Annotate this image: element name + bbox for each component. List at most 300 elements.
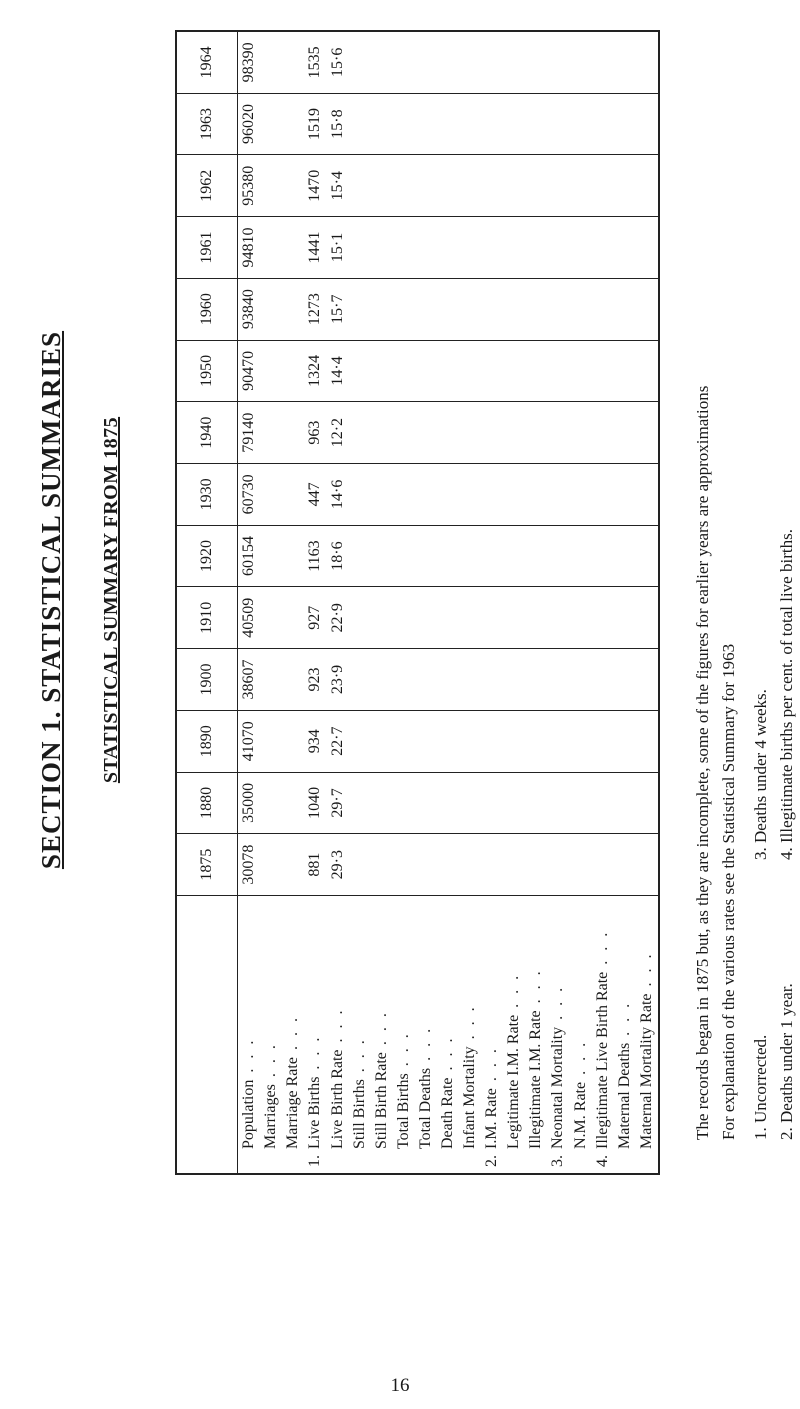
row-label-cell xyxy=(238,896,261,1174)
year-header: 1900 xyxy=(177,649,238,711)
table-cell xyxy=(570,32,592,93)
table-cell xyxy=(282,155,304,217)
table-cell: 1535 xyxy=(304,32,326,93)
table-cell xyxy=(570,834,592,896)
row-label: Live Birth Rate xyxy=(328,1049,346,1149)
table-cell xyxy=(547,710,569,772)
year-header-row xyxy=(177,32,238,1173)
table-cell xyxy=(614,278,636,340)
table-cell xyxy=(282,340,304,402)
footer-line-2: For explanation of the various rates see the Statistical Summary for 1963 xyxy=(719,643,738,1140)
table-cell xyxy=(636,93,658,155)
table-cell xyxy=(415,32,437,93)
table-cell xyxy=(282,463,304,525)
table-cell xyxy=(636,710,658,772)
table-cell xyxy=(437,710,459,772)
table-cell: 927 xyxy=(304,587,326,649)
table-cell xyxy=(525,710,547,772)
leader-dots: . . . xyxy=(350,1037,368,1080)
table-cell xyxy=(437,402,459,464)
table-cell xyxy=(282,217,304,279)
table-cell xyxy=(437,587,459,649)
footnote: 4. Illegitimate births per cent. of total live births. xyxy=(777,529,796,860)
table-row xyxy=(326,32,348,1173)
table-cell xyxy=(437,649,459,711)
table-cell xyxy=(437,463,459,525)
table-cell xyxy=(547,340,569,402)
table-cell xyxy=(260,649,282,711)
table-cell xyxy=(525,93,547,155)
leader-dots: . . . xyxy=(549,984,567,1027)
table-cell xyxy=(570,340,592,402)
table-cell xyxy=(371,402,393,464)
table-cell xyxy=(481,278,503,340)
year-header: 1880 xyxy=(177,772,238,834)
leader-dots: . . . xyxy=(527,968,545,1011)
table-cell xyxy=(503,525,525,587)
table-cell: 94810 xyxy=(238,217,261,279)
table-cell xyxy=(481,402,503,464)
section-title: SECTION 1. STATISTICAL SUMMARIES xyxy=(36,330,66,870)
row-label-cell xyxy=(282,896,304,1174)
table-cell xyxy=(547,93,569,155)
table-cell xyxy=(393,93,415,155)
table-cell xyxy=(459,278,481,340)
table-cell xyxy=(282,93,304,155)
statistical-summary-table xyxy=(175,30,660,1175)
table-cell xyxy=(282,772,304,834)
table-cell xyxy=(415,155,437,217)
row-label: Neonatal Mortality xyxy=(549,1026,567,1149)
table-cell xyxy=(636,834,658,896)
table-row xyxy=(614,32,636,1173)
table-cell xyxy=(481,710,503,772)
table-cell xyxy=(393,32,415,93)
table-row xyxy=(459,32,481,1173)
table-cell xyxy=(481,340,503,402)
row-label-cell xyxy=(437,896,459,1174)
table-cell xyxy=(282,710,304,772)
table-cell xyxy=(349,834,371,896)
row-label-cell xyxy=(304,896,326,1174)
table-cell xyxy=(547,463,569,525)
table-cell: 923 xyxy=(304,649,326,711)
table-cell: 60154 xyxy=(238,525,261,587)
leader-dots: . . . xyxy=(262,1042,280,1085)
table-cell xyxy=(614,155,636,217)
table-cell xyxy=(503,93,525,155)
leader-dots: . . . xyxy=(284,1015,302,1058)
year-header: 1964 xyxy=(177,32,238,93)
table-cell xyxy=(592,32,614,93)
table-cell xyxy=(415,402,437,464)
table-cell: 18·6 xyxy=(326,525,348,587)
table-cell xyxy=(349,340,371,402)
table-cell xyxy=(260,278,282,340)
year-header: 1930 xyxy=(177,463,238,525)
table-cell xyxy=(592,340,614,402)
table-cell: 41070 xyxy=(238,710,261,772)
table-cell xyxy=(481,93,503,155)
row-label: Maternal Mortality Rate xyxy=(637,993,655,1149)
table-cell xyxy=(614,834,636,896)
table-cell: 93840 xyxy=(238,278,261,340)
table-cell xyxy=(371,834,393,896)
table-cell xyxy=(260,834,282,896)
table-row xyxy=(304,32,326,1173)
year-header: 1963 xyxy=(177,93,238,155)
table-cell xyxy=(525,340,547,402)
table-cell xyxy=(349,155,371,217)
table-cell xyxy=(459,32,481,93)
table-cell xyxy=(415,340,437,402)
row-label-cell xyxy=(393,896,415,1174)
table-cell xyxy=(547,772,569,834)
table-cell xyxy=(570,463,592,525)
row-label: I.M. Rate xyxy=(483,1088,501,1149)
table-cell: 29·3 xyxy=(326,834,348,896)
table-cell xyxy=(525,155,547,217)
table-cell xyxy=(282,402,304,464)
table-cell: 12·2 xyxy=(326,402,348,464)
table-cell xyxy=(592,402,614,464)
footer xyxy=(690,386,800,1140)
table-cell xyxy=(260,217,282,279)
table-cell xyxy=(547,525,569,587)
table-cell xyxy=(371,772,393,834)
year-header: 1961 xyxy=(177,217,238,279)
table-cell xyxy=(592,155,614,217)
table-cell xyxy=(503,217,525,279)
row-label: Still Birth Rate xyxy=(372,1052,390,1149)
table-cell xyxy=(614,93,636,155)
footnotes xyxy=(748,386,800,1140)
row-label: Total Births xyxy=(394,1073,412,1149)
table-cell xyxy=(349,463,371,525)
table-cell xyxy=(570,710,592,772)
table-cell xyxy=(282,649,304,711)
table-row xyxy=(437,32,459,1173)
table-cell xyxy=(503,340,525,402)
table-cell xyxy=(282,525,304,587)
table-cell xyxy=(415,834,437,896)
table-cell xyxy=(415,93,437,155)
leader-dots: . . . xyxy=(637,951,655,994)
table-cell xyxy=(636,340,658,402)
table-cell: 79140 xyxy=(238,402,261,464)
table-cell xyxy=(592,93,614,155)
year-header: 1950 xyxy=(177,340,238,402)
row-label-cell xyxy=(459,896,481,1174)
leader-dots: . . . xyxy=(461,1004,479,1047)
footnote: 2. Deaths under 1 year. xyxy=(777,983,796,1140)
table-cell xyxy=(547,217,569,279)
table-cell xyxy=(260,710,282,772)
table-cell xyxy=(437,772,459,834)
table-cell xyxy=(636,402,658,464)
page-number: 16 xyxy=(390,1375,410,1396)
table-cell xyxy=(371,155,393,217)
table-cell xyxy=(547,402,569,464)
table-cell xyxy=(260,32,282,93)
table-cell xyxy=(459,772,481,834)
table-cell xyxy=(415,710,437,772)
table-cell xyxy=(371,217,393,279)
row-label-cell xyxy=(592,896,614,1174)
table-cell xyxy=(371,649,393,711)
table-cell xyxy=(349,710,371,772)
table-cell xyxy=(459,710,481,772)
table-cell xyxy=(371,710,393,772)
table-cell xyxy=(503,710,525,772)
table-cell xyxy=(525,32,547,93)
row-label: Marriage Rate xyxy=(284,1057,302,1149)
table-cell xyxy=(636,217,658,279)
table-cell xyxy=(481,525,503,587)
row-number: 1. xyxy=(306,1155,324,1167)
row-label-cell xyxy=(547,896,569,1174)
table-row xyxy=(636,32,658,1173)
leader-dots: . . . xyxy=(416,1025,434,1068)
table-cell: 1441 xyxy=(304,217,326,279)
leader-dots: . . . xyxy=(240,1037,258,1080)
table-cell xyxy=(282,32,304,93)
table-cell: 29·7 xyxy=(326,772,348,834)
table-row xyxy=(349,32,371,1173)
table-cell xyxy=(393,278,415,340)
table-row xyxy=(371,32,393,1173)
leader-dots: . . . xyxy=(593,929,611,972)
table-cell xyxy=(437,525,459,587)
table-row xyxy=(260,32,282,1173)
table-cell xyxy=(415,217,437,279)
table-cell xyxy=(503,587,525,649)
row-label: Death Rate xyxy=(439,1077,456,1149)
table-cell xyxy=(636,587,658,649)
table-cell xyxy=(614,525,636,587)
table-cell xyxy=(481,463,503,525)
table-cell xyxy=(592,217,614,279)
table-cell: 38607 xyxy=(238,649,261,711)
table-cell xyxy=(614,587,636,649)
table-cell xyxy=(614,649,636,711)
row-label: Population xyxy=(240,1079,258,1149)
corner-cell xyxy=(177,896,238,1174)
table-cell xyxy=(547,278,569,340)
table-cell: 1163 xyxy=(304,525,326,587)
table-cell xyxy=(459,525,481,587)
table-cell xyxy=(525,463,547,525)
table-cell xyxy=(349,587,371,649)
row-label: Illegitimate Live Birth Rate xyxy=(593,971,611,1149)
table-cell xyxy=(503,278,525,340)
table-cell xyxy=(570,649,592,711)
table-cell: 96020 xyxy=(238,93,261,155)
table-cell xyxy=(459,340,481,402)
table-cell xyxy=(393,710,415,772)
table-cell xyxy=(614,32,636,93)
table-cell xyxy=(393,402,415,464)
row-label-cell xyxy=(371,896,393,1174)
table-cell xyxy=(459,402,481,464)
table-cell xyxy=(481,834,503,896)
table-cell xyxy=(459,463,481,525)
table-cell xyxy=(349,402,371,464)
table-cell xyxy=(547,32,569,93)
table-cell xyxy=(503,834,525,896)
table-cell xyxy=(503,402,525,464)
table-cell xyxy=(592,278,614,340)
table-cell: 14·6 xyxy=(326,463,348,525)
table-cell xyxy=(570,772,592,834)
table-cell xyxy=(525,834,547,896)
table-cell xyxy=(349,649,371,711)
table-row xyxy=(282,32,304,1173)
row-label: Still Births xyxy=(350,1079,368,1149)
table-cell xyxy=(592,772,614,834)
row-label-cell xyxy=(636,896,658,1174)
table-cell xyxy=(415,649,437,711)
table-cell xyxy=(349,32,371,93)
table-cell xyxy=(592,525,614,587)
table-cell xyxy=(503,463,525,525)
table-cell xyxy=(260,155,282,217)
table-cell xyxy=(415,772,437,834)
table-row xyxy=(238,32,261,1173)
table-cell: 22·7 xyxy=(326,710,348,772)
table-cell: 15·8 xyxy=(326,93,348,155)
table-cell: 881 xyxy=(304,834,326,896)
year-header: 1910 xyxy=(177,587,238,649)
table-cell xyxy=(614,340,636,402)
year-header: 1940 xyxy=(177,402,238,464)
table-cell: 1273 xyxy=(304,278,326,340)
table-cell xyxy=(349,217,371,279)
table-cell xyxy=(481,32,503,93)
table-cell xyxy=(481,155,503,217)
table-row xyxy=(481,32,503,1173)
table-cell xyxy=(371,463,393,525)
leader-dots: . . . xyxy=(483,1046,501,1089)
table-cell xyxy=(614,217,636,279)
row-number: 3. xyxy=(549,1155,567,1167)
row-label: Legitimate I.M. Rate xyxy=(505,1014,523,1149)
row-label: Illegitimate I.M. Rate xyxy=(527,1010,545,1149)
table-row xyxy=(393,32,415,1173)
table-row xyxy=(503,32,525,1173)
table-cell xyxy=(393,217,415,279)
row-label: Marriages xyxy=(262,1084,280,1149)
table-cell: 22·9 xyxy=(326,587,348,649)
row-number: 2. xyxy=(483,1155,501,1167)
table-row xyxy=(592,32,614,1173)
table-cell xyxy=(503,155,525,217)
table-cell: 30078 xyxy=(238,834,261,896)
table-cell: 1470 xyxy=(304,155,326,217)
row-label-cell xyxy=(326,896,348,1174)
table-cell: 90470 xyxy=(238,340,261,402)
year-header: 1962 xyxy=(177,155,238,217)
table-cell xyxy=(525,402,547,464)
table-cell: 934 xyxy=(304,710,326,772)
table-cell xyxy=(393,587,415,649)
leader-dots: . . . xyxy=(372,1010,390,1053)
table-cell xyxy=(636,278,658,340)
row-label-cell xyxy=(481,896,503,1174)
table-cell xyxy=(282,278,304,340)
leader-dots: . . . xyxy=(439,1035,456,1078)
table-cell: 1040 xyxy=(304,772,326,834)
table-cell xyxy=(282,587,304,649)
table-row xyxy=(415,32,437,1173)
row-label: Live Births xyxy=(306,1076,324,1149)
table-cell xyxy=(547,587,569,649)
table-cell xyxy=(437,217,459,279)
table-cell xyxy=(415,463,437,525)
table-cell xyxy=(459,155,481,217)
table-cell: 15·4 xyxy=(326,155,348,217)
table-cell: 15·1 xyxy=(326,217,348,279)
table-cell: 40509 xyxy=(238,587,261,649)
row-label-cell xyxy=(503,896,525,1174)
row-label: Infant Mortality xyxy=(461,1046,479,1149)
year-header: 1890 xyxy=(177,710,238,772)
table-cell xyxy=(393,463,415,525)
table-cell xyxy=(393,834,415,896)
table-cell: 23·9 xyxy=(326,649,348,711)
table-cell xyxy=(503,772,525,834)
table-cell xyxy=(614,772,636,834)
table-cell xyxy=(437,834,459,896)
table-cell xyxy=(570,278,592,340)
table-cell xyxy=(437,278,459,340)
table-cell xyxy=(459,217,481,279)
year-header: 1960 xyxy=(177,278,238,340)
table-cell xyxy=(371,278,393,340)
table-cell xyxy=(481,587,503,649)
table-cell xyxy=(349,525,371,587)
table-cell xyxy=(614,710,636,772)
table-cell xyxy=(570,217,592,279)
table-cell: 14·4 xyxy=(326,340,348,402)
table-cell xyxy=(437,93,459,155)
table-cell xyxy=(481,217,503,279)
table-cell xyxy=(371,340,393,402)
table-cell xyxy=(503,32,525,93)
table-cell xyxy=(570,155,592,217)
row-label-cell xyxy=(415,896,437,1174)
table-cell xyxy=(393,772,415,834)
table-cell xyxy=(459,649,481,711)
table-cell xyxy=(570,587,592,649)
table-cell xyxy=(636,772,658,834)
table-cell xyxy=(525,525,547,587)
table-cell xyxy=(525,649,547,711)
table-cell xyxy=(592,834,614,896)
row-label: Maternal Deaths xyxy=(615,1042,633,1149)
table-cell xyxy=(503,649,525,711)
rotated-page xyxy=(0,20,800,1180)
leader-dots: . . . xyxy=(615,1000,633,1043)
table-cell xyxy=(481,649,503,711)
table-cell: 98390 xyxy=(238,32,261,93)
table-cell xyxy=(592,587,614,649)
leader-dots: . . . xyxy=(328,1007,346,1050)
table-cell xyxy=(614,402,636,464)
table-cell xyxy=(260,402,282,464)
table-cell xyxy=(349,93,371,155)
table-cell xyxy=(349,772,371,834)
